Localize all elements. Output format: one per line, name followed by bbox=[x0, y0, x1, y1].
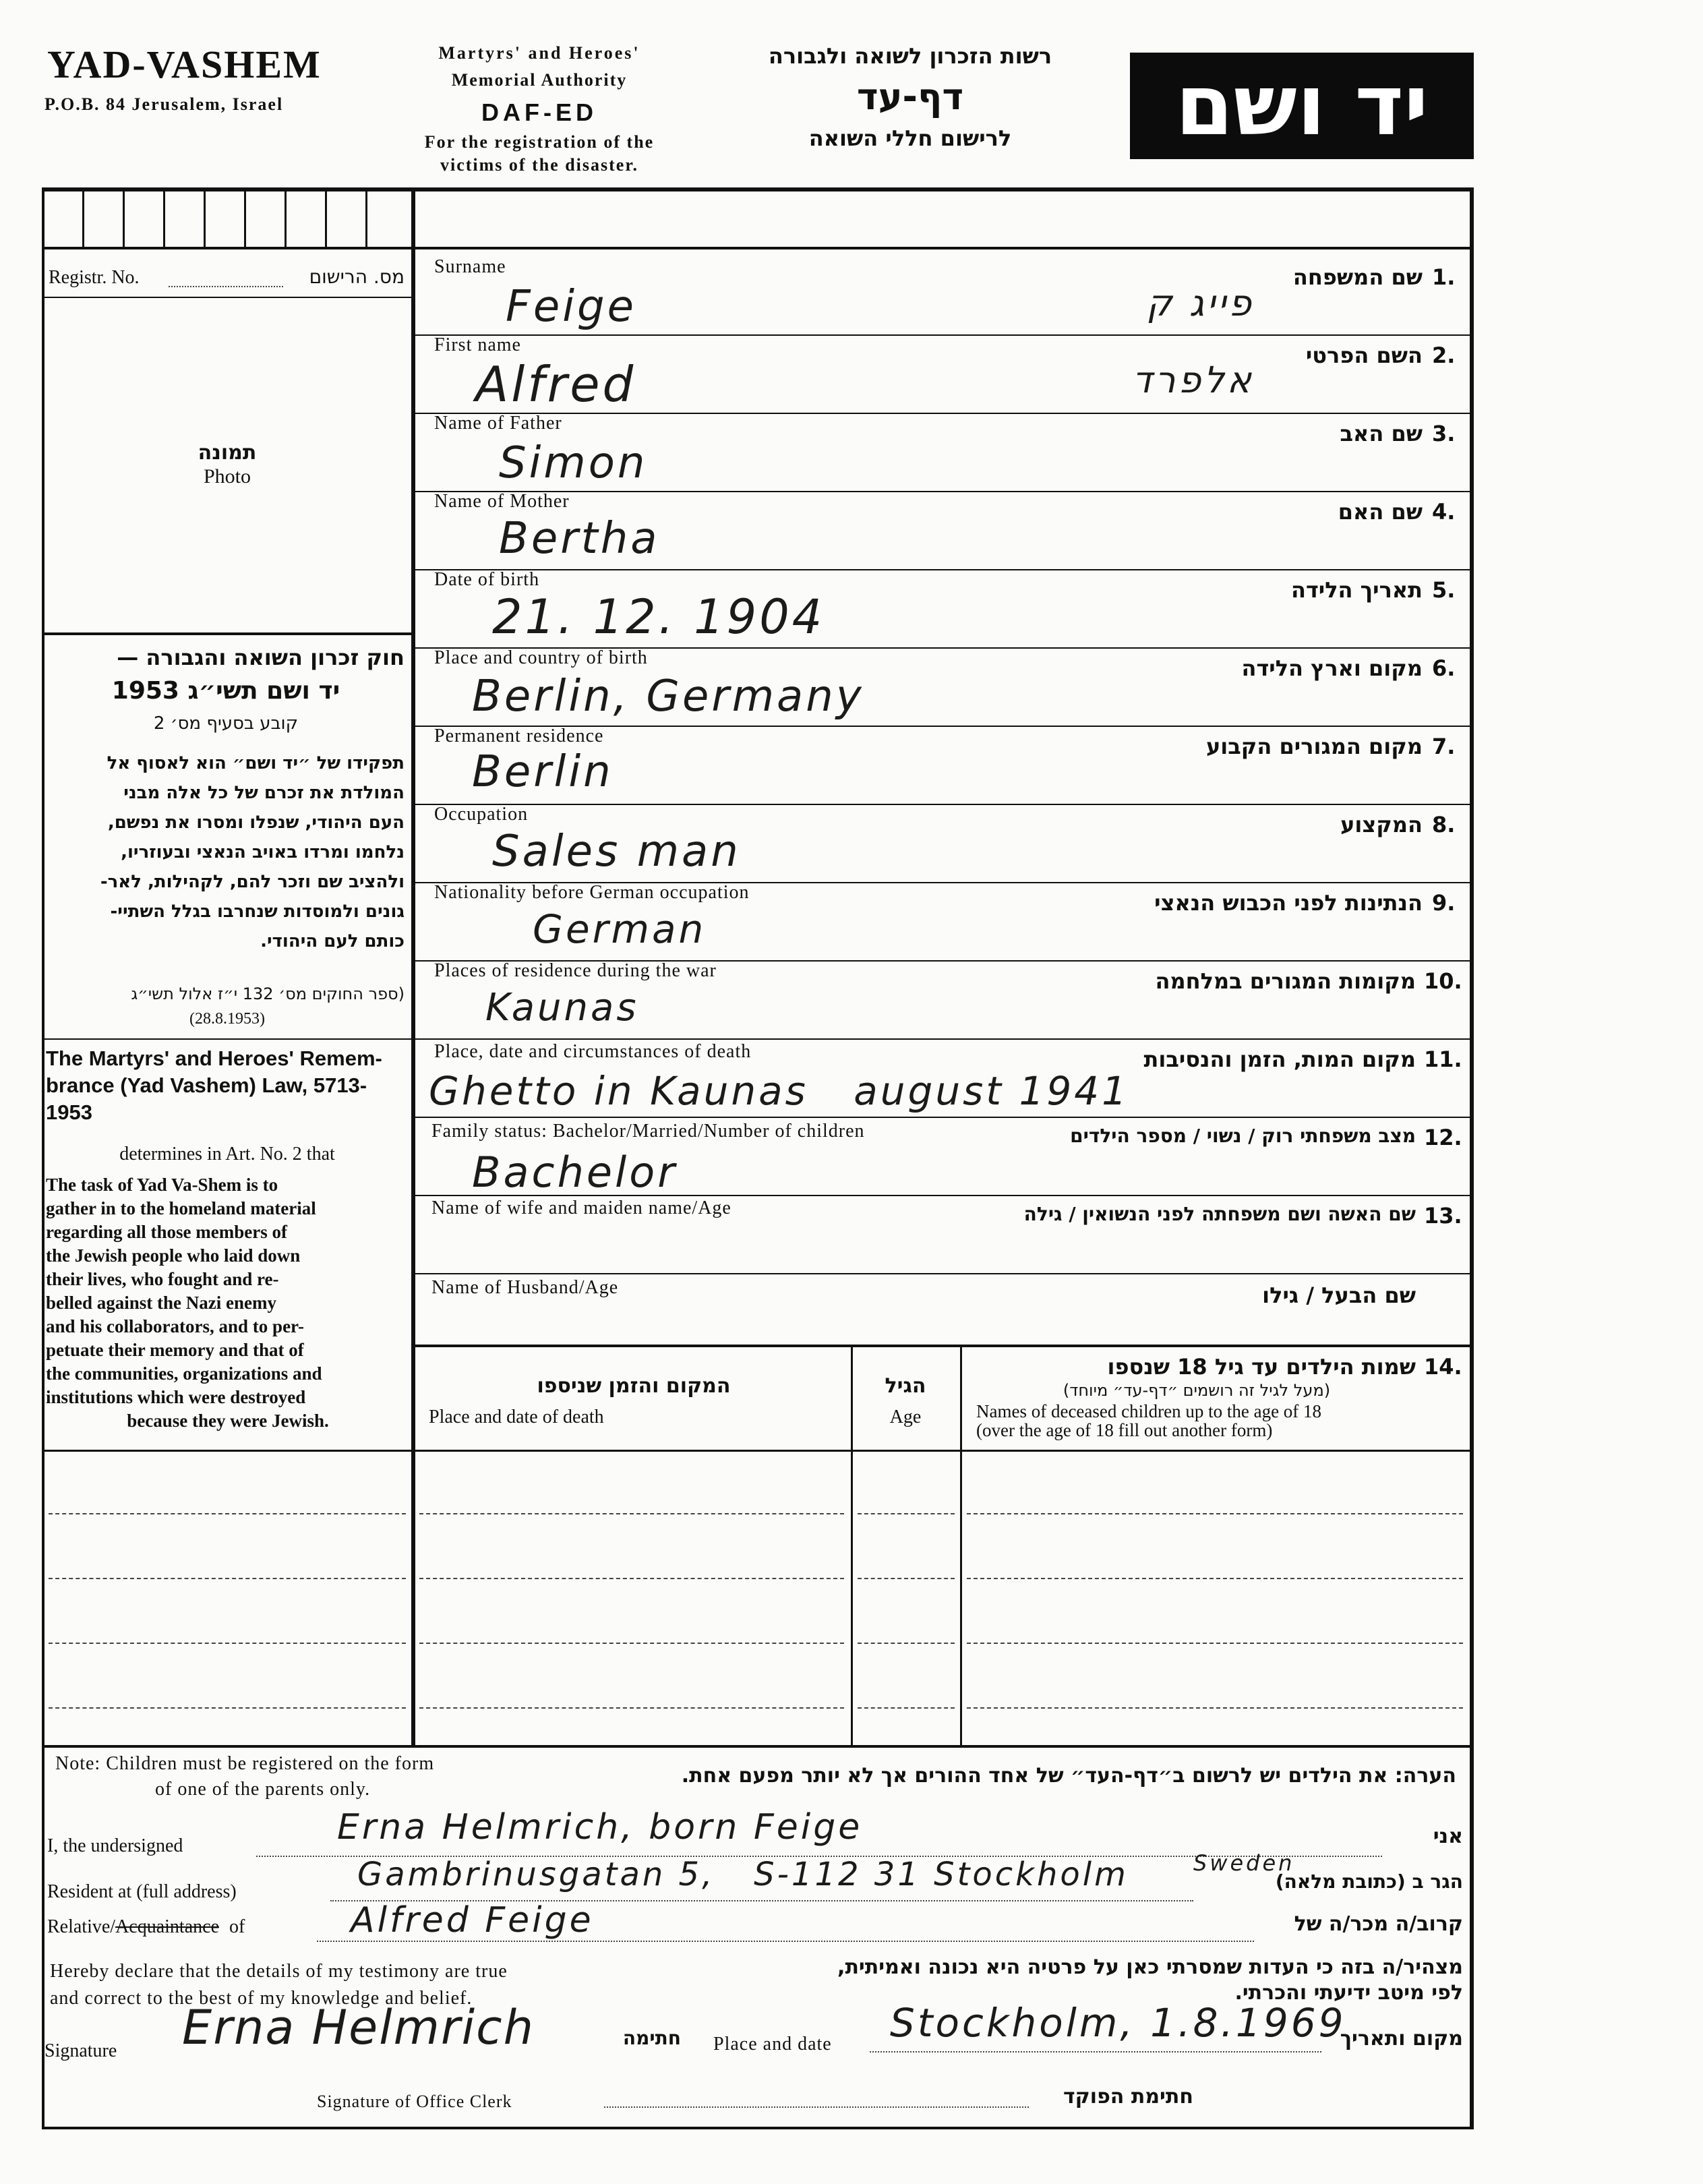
place-header-en: Place and date of death bbox=[429, 1407, 604, 1427]
first-name-value-he: אלפרד bbox=[1132, 359, 1254, 401]
undersigned-label: I, the undersigned bbox=[47, 1835, 183, 1856]
law-en-line: institutions which were destroyed bbox=[46, 1387, 306, 1407]
children-col-divider-1 bbox=[851, 1345, 853, 1745]
yad-vashem-logo bbox=[1130, 53, 1474, 159]
law-he-line: גונים ולמוסדות שנחרבו בגלל השתיי- bbox=[110, 902, 405, 922]
child-row-line bbox=[419, 1578, 844, 1579]
child-row-line bbox=[967, 1707, 1463, 1709]
surname-value-he: פייג ק bbox=[1146, 282, 1254, 324]
law-he-line: נלחמו ומרדו באויב הנאצי ובעוזריו, bbox=[121, 842, 405, 862]
child-row-line bbox=[858, 1578, 955, 1579]
authority-line1: Martyrs' and Heroes' bbox=[438, 43, 640, 63]
child-row-line bbox=[858, 1513, 955, 1514]
children-header-bottom bbox=[42, 1450, 1472, 1452]
field-number: 5. bbox=[1432, 577, 1456, 603]
pob-label: Place and country of birth bbox=[434, 647, 648, 668]
child-row-line bbox=[967, 1578, 1463, 1579]
children-sub-he: (מעל לגיל זה רושמים ״דף-עד״ מיוחד) bbox=[1063, 1381, 1331, 1400]
field-number: 9. bbox=[1432, 890, 1456, 916]
note-en-line2: of one of the parents only. bbox=[155, 1779, 371, 1800]
authority-line2: Memorial Authority bbox=[451, 70, 628, 90]
signature-value: Erna Helmrich bbox=[182, 2000, 535, 2055]
relative-word: Relative/ bbox=[47, 1916, 116, 1937]
law-he-line: המולדת את זכרם של כל אלה מבני bbox=[123, 783, 405, 803]
law-he-title: חוק זכרון השואה והגבורה — bbox=[117, 645, 405, 670]
field-number: 7. bbox=[1432, 734, 1456, 759]
child-row-line bbox=[419, 1707, 844, 1709]
he-authority: רשות הזכרון לשואה ולגבורה bbox=[768, 43, 1052, 69]
law-he-line: העם היהודי, שנפלו ומסרו את נפשם, bbox=[107, 813, 405, 833]
law-en-line: belled against the Nazi enemy bbox=[46, 1293, 276, 1313]
child-row-line bbox=[967, 1643, 1463, 1644]
law-en-line: because they were Jewish. bbox=[127, 1411, 329, 1431]
law-en-title bbox=[46, 1045, 410, 1126]
law-en-title-line: 1953 bbox=[46, 1100, 92, 1124]
resident-label-he: הגר ב (כתובת מלאה) bbox=[1275, 1870, 1463, 1893]
law-he-line: ולהציב שם וזכר להם, לקהילות, לאר- bbox=[100, 872, 405, 892]
death-label: Place, date and circumstances of death bbox=[434, 1041, 752, 1062]
child-row-line bbox=[967, 1513, 1463, 1514]
pob-label-he: מקום וארץ הלידה bbox=[1241, 655, 1423, 681]
surname-value: Feige bbox=[506, 282, 636, 332]
registr-underline bbox=[42, 297, 413, 298]
note-en-line1: Note: Children must be registered on the form bbox=[55, 1753, 435, 1774]
law-he-line: כותם לעם היהודי. bbox=[260, 931, 405, 951]
registr-label-he: מס. הרישום bbox=[309, 266, 405, 288]
law-en-line: gather in to the homeland material bbox=[46, 1198, 316, 1218]
undersigned-label-he: אני bbox=[1433, 1825, 1463, 1848]
surname-label: Surname bbox=[434, 256, 506, 277]
he-form-name: דף-עד bbox=[856, 76, 964, 118]
child-row-line bbox=[49, 1578, 406, 1579]
clerk-label-he: חתימת הפוקד bbox=[1063, 2085, 1193, 2108]
child-row-line bbox=[858, 1643, 955, 1644]
registr-dots bbox=[169, 286, 283, 287]
husband-label-he: שם הבעל / גילו bbox=[1262, 1282, 1416, 1308]
declare-en-1: Hereby declare that the details of my testimony are true bbox=[50, 1961, 508, 1982]
residence-value: Berlin bbox=[472, 747, 614, 797]
form-name: DAF-ED bbox=[481, 98, 597, 126]
child-row-line bbox=[858, 1707, 955, 1709]
resident-value: Gambrinusgatan 5, S-112 31 Stockholm bbox=[357, 1856, 1129, 1893]
law-en-line: petuate their memory and that of bbox=[46, 1340, 304, 1360]
family-status-label-he: מצב משפחתי רוק / נשוי / מספר הילדים bbox=[1070, 1125, 1416, 1147]
father-value: Simon bbox=[499, 438, 648, 488]
law-en-line: the communities, organizations and bbox=[46, 1363, 322, 1384]
logo-text: יד ושם bbox=[1175, 57, 1429, 154]
children-title-en: Names of deceased children up to the age of 18 bbox=[976, 1401, 1322, 1421]
law-en-body bbox=[46, 1173, 410, 1433]
surname-label-he: שם המשפחה bbox=[1292, 264, 1423, 290]
field-number: 10. bbox=[1424, 968, 1462, 994]
signature-label-he: חתימה bbox=[622, 2027, 681, 2049]
top-row-bottom bbox=[42, 247, 1472, 249]
org-address: P.O.B. 84 Jerusalem, Israel bbox=[44, 94, 284, 114]
field-number: 8. bbox=[1432, 812, 1456, 837]
death-value: Ghetto in Kaunas august 1941 bbox=[429, 1068, 1130, 1114]
field-number: 13. bbox=[1424, 1203, 1462, 1229]
family-status-label: Family status: Bachelor/Married/Number of children bbox=[431, 1121, 865, 1142]
law-en-line: regarding all those members of bbox=[46, 1222, 287, 1242]
relative-label bbox=[47, 1916, 245, 1938]
first-name-value: Alfred bbox=[475, 356, 636, 413]
purpose-line2: victims of the disaster. bbox=[440, 155, 638, 175]
declare-he-1: מצהיר/ה בזה כי העדות שמסרתי כאן על פרטיה היא נכונה ואמיתית, bbox=[837, 1955, 1463, 1979]
law-en-article: determines in Art. No. 2 that bbox=[119, 1144, 335, 1164]
frame-right bbox=[1470, 187, 1474, 2129]
photo-label-en: Photo bbox=[203, 465, 251, 488]
child-row-line bbox=[49, 1513, 406, 1514]
resident-country: Sweden bbox=[1193, 1850, 1295, 1876]
field-number: 3. bbox=[1432, 421, 1456, 446]
father-label: Name of Father bbox=[434, 413, 562, 434]
dob-label: Date of birth bbox=[434, 569, 540, 590]
resident-label: Resident at (full address) bbox=[47, 1881, 237, 1902]
registration-boxes bbox=[42, 187, 413, 247]
place-date-value: Stockholm, 1.8.1969 bbox=[890, 2000, 1346, 2046]
left-column-divider bbox=[411, 187, 415, 1745]
frame-bottom bbox=[42, 2127, 1474, 2129]
relative-of: of bbox=[229, 1916, 245, 1937]
children-number: 14. bbox=[1424, 1354, 1462, 1380]
dob-value: 21. 12. 1904 bbox=[492, 589, 825, 645]
child-row-line bbox=[49, 1707, 406, 1709]
law-en-line: the Jewish people who laid down bbox=[46, 1245, 301, 1266]
family-status-value: Bachelor bbox=[472, 1148, 678, 1197]
relative-value: Alfred Feige bbox=[351, 1900, 594, 1941]
occupation-label-he: המקצוע bbox=[1340, 812, 1423, 837]
place-date-line bbox=[870, 2051, 1321, 2053]
org-name: YAD-VASHEM bbox=[47, 42, 322, 86]
signature-label: Signature bbox=[44, 2040, 117, 2061]
place-header-he: המקום והזמן שניספו bbox=[537, 1374, 731, 1398]
nationality-label-he: הנתינות לפני הכבוש הנאצי bbox=[1154, 890, 1423, 916]
law-divider bbox=[42, 1038, 413, 1040]
field-number: 1. bbox=[1432, 264, 1456, 290]
purpose-line1: For the registration of the bbox=[424, 132, 655, 152]
first-name-label: First name bbox=[434, 334, 521, 355]
law-he-date: (28.8.1953) bbox=[189, 1010, 265, 1028]
undersigned-value: Erna Helmrich, born Feige bbox=[337, 1807, 863, 1848]
field-number: 11. bbox=[1424, 1046, 1462, 1072]
residence-label: Permanent residence bbox=[434, 726, 604, 746]
death-label-he: מקום המות, הזמן והנסיבות bbox=[1143, 1046, 1416, 1072]
wife-label-he: שם האשה ושם משפחתה לפני הנשואין / גילה bbox=[1023, 1203, 1416, 1225]
field-number: 4. bbox=[1432, 499, 1456, 525]
mother-label-he: שם האם bbox=[1338, 499, 1423, 525]
relative-line bbox=[317, 1941, 1254, 1942]
relative-label-he: קרוב/ה מכר/ה של bbox=[1294, 1912, 1463, 1936]
nationality-label: Nationality before German occupation bbox=[434, 882, 750, 903]
photo-box-bottom bbox=[42, 632, 413, 635]
law-en-title-line: brance (Yad Vashem) Law, 5713- bbox=[46, 1073, 367, 1097]
law-en-line: their lives, who fought and re- bbox=[46, 1269, 279, 1289]
wife-label: Name of wife and maiden name/Age bbox=[431, 1198, 731, 1218]
field-number: 2. bbox=[1432, 343, 1456, 368]
husband-label: Name of Husband/Age bbox=[431, 1277, 619, 1298]
law-he-name: יד ושם תשי״ג 1953 bbox=[111, 677, 340, 705]
clerk-line bbox=[604, 2106, 1029, 2108]
first-name-label-he: השם הפרטי bbox=[1305, 343, 1423, 368]
note-he: הערה: את הילדים יש לרשום ב״דף-העד״ של אחד ההורים אך לא יותר מפעם אחת. bbox=[681, 1764, 1456, 1788]
father-label-he: שם האב bbox=[1340, 421, 1423, 446]
registr-label: Registr. No. bbox=[49, 267, 140, 288]
pob-value: Berlin, Germany bbox=[472, 672, 864, 721]
mother-label: Name of Mother bbox=[434, 491, 570, 512]
child-row-line bbox=[419, 1513, 844, 1514]
relative-struck-word: Acquaintance bbox=[115, 1916, 219, 1937]
child-row-line bbox=[49, 1643, 406, 1644]
field-number: 6. bbox=[1432, 655, 1456, 681]
occupation-label: Occupation bbox=[434, 804, 529, 825]
children-col-divider-2 bbox=[960, 1345, 962, 1745]
mother-value: Bertha bbox=[499, 514, 660, 564]
age-header-en: Age bbox=[889, 1407, 922, 1427]
place-date-label-he: מקום ותאריך bbox=[1340, 2027, 1463, 2050]
law-en-line: The task of Yad Va-Shem is to bbox=[46, 1175, 278, 1195]
children-title-he: שמות הילדים עד גיל 18 שנספו bbox=[1107, 1354, 1416, 1380]
law-en-line: and his collaborators, and to per- bbox=[46, 1316, 305, 1336]
he-purpose: לרישום חללי השואה bbox=[808, 125, 1012, 151]
nationality-value: German bbox=[533, 906, 707, 952]
law-he-article: קובע בסעיף מס׳ 2 bbox=[153, 713, 299, 734]
law-en-title-line: The Martyrs' and Heroes' Remem- bbox=[46, 1046, 382, 1070]
child-row-line bbox=[419, 1643, 844, 1644]
photo-label-he: תמונה bbox=[198, 441, 257, 465]
children-sub-en: (over the age of 18 fill out another form) bbox=[976, 1420, 1273, 1440]
war-residence-label: Places of residence during the war bbox=[434, 960, 717, 981]
residence-label-he: מקום המגורים הקבוע bbox=[1205, 734, 1423, 759]
occupation-value: Sales man bbox=[492, 827, 741, 877]
war-residence-label-he: מקומות המגורים במלחמה bbox=[1155, 968, 1416, 994]
clerk-label: Signature of Office Clerk bbox=[317, 2092, 512, 2111]
declare-he-2: לפי מיטב ידיעתי והכרתי. bbox=[1234, 1981, 1463, 2005]
children-table-bottom bbox=[42, 1745, 1472, 1748]
age-header-he: הגיל bbox=[885, 1374, 926, 1398]
place-date-label: Place and date bbox=[713, 2034, 832, 2055]
war-residence-value: Kaunas bbox=[485, 986, 639, 1030]
declare-en-2: and correct to the best of my knowledge and belief. bbox=[50, 1988, 473, 2009]
dob-label-he: תאריך הלידה bbox=[1290, 577, 1423, 603]
law-he-line: תפקידו של ״יד ושם״ הוא לאסוף אל bbox=[107, 753, 405, 773]
law-he-source: (ספר החוקים מס׳ 132 י״ז אלול תשי״ג bbox=[131, 984, 405, 1003]
law-he-body bbox=[44, 748, 405, 956]
field-number: 12. bbox=[1424, 1125, 1462, 1150]
